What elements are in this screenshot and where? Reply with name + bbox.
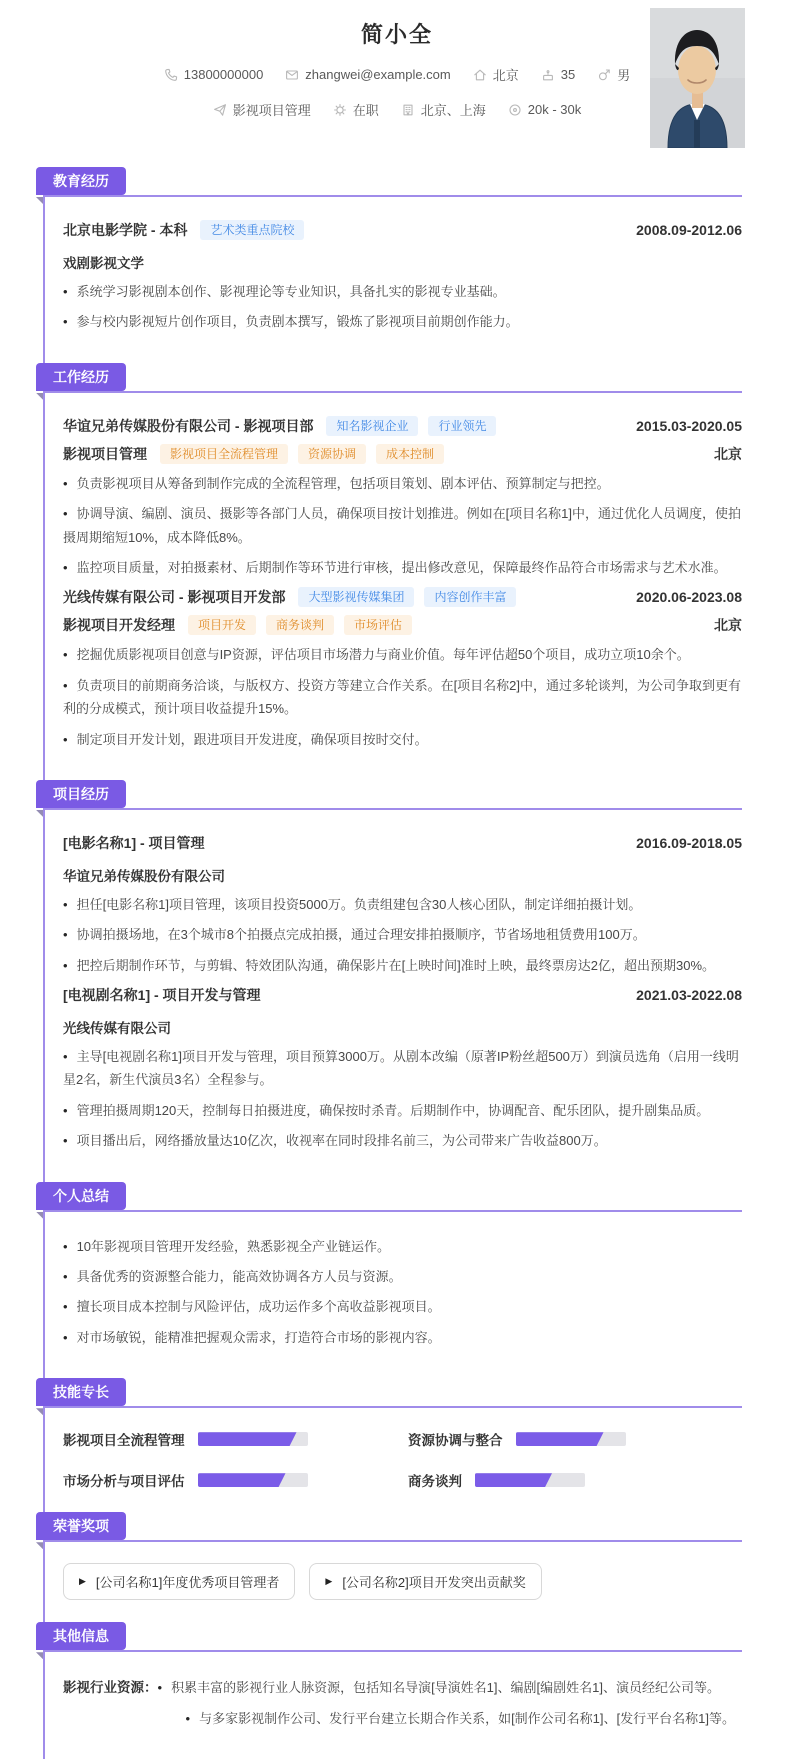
honor-chips <box>63 1563 742 1600</box>
bullet-dot: • <box>63 677 68 693</box>
tag-group <box>200 220 304 240</box>
bullet-text: 积累丰富的影视行业人脉资源，包括知名导演[导演姓名1]、编剧[编剧姓名1]、演员经纪公司等。 <box>171 1680 720 1696</box>
bullet-text: 与多家影视制作公司、发行平台建立长期合作关系，如[制作公司名称1]、[发行平台名称1]等。 <box>199 1710 735 1726</box>
section-summary <box>43 1182 742 1379</box>
bullet-dot: • <box>63 559 68 575</box>
section-honors-body <box>45 1542 742 1622</box>
skill-tag: 影视项目全流程管理 <box>160 444 288 464</box>
bullet-text: 担任[电影名称1]项目管理，该项目投资5000万。负责组建包含30人核心团队，制定详细拍摄计划。 <box>76 896 642 912</box>
company-tag: 内容创作丰富 <box>424 587 516 607</box>
entry-header-row <box>63 587 742 607</box>
entry-location: 北京 <box>714 617 742 634</box>
section-education-header <box>45 167 742 197</box>
bullet-dot: • <box>63 1049 68 1065</box>
entry-header-row <box>63 220 742 240</box>
bullet-text: 协调导演、编剧、演员、摄影等各部门人员，确保项目按计划推进。例如在[项目名称1]中，通过优化人员调度，使拍摄周期缩短10%，成本降低8%。 <box>63 506 742 545</box>
bullet-item <box>186 1707 743 1730</box>
skill-item <box>408 1470 708 1490</box>
bullet-list <box>63 472 742 580</box>
bullet-item <box>63 1265 742 1288</box>
section-projects-header <box>45 780 742 810</box>
tag-group <box>188 615 412 635</box>
school-name: 北京电影学院 - 本科 <box>63 222 188 238</box>
ribbon-fold <box>36 1212 43 1219</box>
section-skills-header <box>45 1378 742 1408</box>
bullet-item <box>63 643 742 666</box>
bullet-item <box>63 1295 742 1318</box>
project-name: [电影名称1] - 项目管理 <box>63 834 205 851</box>
bullet-item <box>63 923 742 946</box>
entry-date: 2015.03-2020.05 <box>636 417 742 434</box>
bullet-dot: • <box>157 1680 163 1696</box>
section-title-honors: 荣誉奖项 <box>36 1512 126 1540</box>
contact-text: 13800000000 <box>183 67 264 82</box>
entry-date: 2016.09-2018.05 <box>636 834 742 851</box>
bullet-item <box>63 674 742 721</box>
section-title-work: 工作经历 <box>36 363 126 391</box>
entry-header-row <box>63 444 742 464</box>
gender-icon <box>597 68 611 82</box>
bullet-dot: • <box>63 896 68 912</box>
bullet-dot: • <box>63 731 68 747</box>
contact-text: 影视项目管理 <box>232 103 311 118</box>
company-tag: 艺术类重点院校 <box>200 220 304 240</box>
bullet-dot: • <box>63 314 68 330</box>
bullet-dot: • <box>63 957 68 973</box>
section-work <box>43 363 742 780</box>
candidate-name: 简小全 <box>360 22 433 47</box>
bullet-item <box>63 1235 742 1258</box>
bullet-text: 负责影视项目从筹备到制作完成的全流程管理，包括项目策划、剧本评估、预算制定与把控。 <box>76 475 610 491</box>
bullet-text: 协调拍摄场地，在3个城市8个拍摄点完成拍摄，通过合理安排拍摄顺序，节省场地租赁费用100万。 <box>76 927 646 943</box>
bullet-text: 项目播出后，网络播放量达10亿次，收视率在同时段排名前三，为公司带来广告收益800万。 <box>76 1133 607 1149</box>
section-honors <box>43 1512 742 1622</box>
bullet-text: 10年影视项目管理开发经验，熟悉影视全产业链运作。 <box>76 1238 391 1254</box>
skill-tag: 项目开发 <box>188 615 256 635</box>
section-title-skills: 技能专长 <box>36 1378 126 1406</box>
bullet-dot: • <box>63 1238 68 1254</box>
status-icon <box>333 103 347 117</box>
company-tag: 大型影视传媒集团 <box>298 587 414 607</box>
sections <box>0 167 794 1759</box>
section-summary-body <box>45 1212 742 1379</box>
bullet-item <box>63 1045 742 1092</box>
skill-label: 市场分析与项目评估 <box>63 1474 185 1490</box>
resume-header <box>0 18 794 119</box>
skill-bar-fill <box>198 1432 297 1446</box>
entry-header-row <box>63 833 742 853</box>
bullet-item <box>63 502 742 549</box>
bullet-text: 擅长项目成本控制与风险评估，成功运作多个高收益影视项目。 <box>76 1299 441 1315</box>
bullet-text: 具备优秀的资源整合能力，能高效协调各方人员与资源。 <box>76 1269 402 1285</box>
section-title-education: 教育经历 <box>36 167 126 195</box>
other-info-row <box>63 1669 742 1737</box>
contact-text: zhangwei@example.com <box>305 67 451 82</box>
bullet-list <box>63 1045 742 1153</box>
skill-label: 资源协调与整合 <box>408 1433 503 1449</box>
contact-item <box>164 67 264 82</box>
home-icon <box>473 68 487 82</box>
bullet-item <box>63 556 742 579</box>
ribbon-fold <box>36 1652 43 1659</box>
contact-text: 北京、上海 <box>420 103 486 118</box>
position-icon <box>213 103 227 117</box>
section-work-body <box>45 393 742 780</box>
other-bullet-list <box>158 1669 743 1737</box>
bullet-item <box>63 310 742 333</box>
section-projects <box>43 780 742 1182</box>
section-other-body <box>45 1652 742 1759</box>
project-name: [电视剧名称1] - 项目开发与管理 <box>63 987 261 1004</box>
skills-grid <box>63 1429 742 1490</box>
bullet-dot: • <box>63 927 68 943</box>
bullet-dot: • <box>63 1102 68 1118</box>
skill-tag: 市场评估 <box>344 615 412 635</box>
ribbon-fold <box>36 1408 43 1415</box>
honor-chip[interactable] <box>63 1563 295 1600</box>
section-work-header <box>45 363 742 393</box>
role-name: 影视项目管理 <box>63 445 147 462</box>
tag-group <box>326 416 496 436</box>
contact-text: 20k - 30k <box>527 102 582 117</box>
skill-bar-fill <box>516 1432 604 1446</box>
bullet-dot: • <box>63 1133 68 1149</box>
salary-icon <box>508 103 522 117</box>
profile-photo <box>650 8 745 148</box>
company-tag: 知名影视企业 <box>326 416 418 436</box>
project-company: 华谊兄弟传媒股份有限公司 <box>63 868 225 884</box>
section-skills-body <box>45 1408 742 1512</box>
bullet-dot: • <box>63 1269 68 1285</box>
bullet-text: 监控项目质量，对拍摄素材、后期制作等环节进行审核，提出修改意见，保障最终作品符合市场需求与艺术水准。 <box>76 559 727 575</box>
role-name: 影视项目开发经理 <box>63 617 175 634</box>
bullet-text: 把控后期制作环节，与剪辑、特效团队沟通，确保影片在[上映时间]准时上映，最终票房达2亿，超出预期30%。 <box>76 957 716 973</box>
bullet-item <box>63 1129 742 1152</box>
section-other-header <box>45 1622 742 1652</box>
bullet-item <box>63 954 742 977</box>
bullet-text: 制定项目开发计划，跟进项目开发进度，确保项目按时交付。 <box>76 731 428 747</box>
bullet-text: 参与校内影视短片创作项目，负责剧本撰写，锻炼了影视项目前期创作能力。 <box>76 314 519 330</box>
section-skills <box>43 1378 742 1512</box>
contact-item <box>597 65 630 84</box>
skill-item <box>63 1470 363 1490</box>
bullet-item <box>158 1676 743 1699</box>
profile-photo-illustration <box>650 8 745 148</box>
ribbon-fold <box>36 197 43 204</box>
ribbon-fold <box>36 1542 43 1549</box>
section-summary-header <box>45 1182 742 1212</box>
contact-item <box>285 67 450 82</box>
honor-text: [公司名称2]项目开发突出贡献奖 <box>342 1575 526 1591</box>
bullet-text: 挖掘优质影视项目创意与IP资源，评估项目市场潜力与商业价值。每年评估超50个项目，成功立项10余个。 <box>76 647 690 663</box>
contact-item <box>508 102 581 117</box>
skill-tag: 商务谈判 <box>266 615 334 635</box>
skill-label: 商务谈判 <box>408 1474 462 1490</box>
entry-date: 2021.03-2022.08 <box>636 987 742 1004</box>
contact-text: 男 <box>617 68 631 83</box>
entry-header-row <box>63 985 742 1005</box>
bullet-list <box>63 280 742 334</box>
bullet-list <box>63 643 742 751</box>
contact-item <box>401 100 486 119</box>
entry-date: 2008.09-2012.06 <box>636 222 742 238</box>
skill-bar-fill <box>198 1473 286 1487</box>
bullet-dot: • <box>63 1329 68 1345</box>
summary-bullet-list <box>63 1235 742 1350</box>
age-icon <box>541 68 555 82</box>
mail-icon <box>285 68 299 82</box>
bullet-text: 负责项目的前期商务洽谈，与版权方、投资方等建立合作关系。在[项目名称2]中，通过多轮谈判，为公司争取到更有利的分成模式，预计项目收益提升15%。 <box>63 677 742 717</box>
entry-header-row <box>63 615 742 635</box>
bullet-dot: • <box>63 647 68 663</box>
honor-chip[interactable] <box>309 1563 541 1600</box>
contact-text: 在职 <box>352 103 379 118</box>
project-company: 光线传媒有限公司 <box>63 1021 171 1037</box>
contact-text: 北京 <box>492 68 519 83</box>
section-title-summary: 个人总结 <box>36 1182 126 1210</box>
bullet-dot: • <box>63 284 68 299</box>
contact-text: 35 <box>560 67 576 82</box>
tag-group <box>160 444 444 464</box>
entry-header-row <box>63 416 742 436</box>
section-education-body <box>45 197 742 363</box>
ribbon-fold <box>36 393 43 400</box>
contact-item <box>541 67 575 82</box>
skill-bar <box>198 1473 308 1487</box>
company-name: 光线传媒有限公司 - 影视项目开发部 <box>63 589 286 606</box>
play-icon: ▶ <box>325 1576 333 1587</box>
play-icon: ▶ <box>79 1576 86 1587</box>
bullet-dot: • <box>63 506 68 522</box>
contact-item <box>333 100 379 119</box>
major-name: 戏剧影视文学 <box>63 256 144 271</box>
bullet-dot: • <box>63 475 68 491</box>
honor-text: [公司名称1]年度优秀项目管理者 <box>95 1575 280 1591</box>
section-other <box>43 1622 742 1759</box>
entry-date: 2020.06-2023.08 <box>636 589 742 606</box>
skill-item <box>408 1429 708 1449</box>
bullet-item <box>63 893 742 916</box>
contact-item <box>473 65 519 84</box>
tag-group <box>298 587 516 607</box>
other-info-label: 影视行业资源： <box>63 1680 158 1696</box>
section-title-other: 其他信息 <box>36 1622 126 1650</box>
ribbon-fold <box>36 810 43 817</box>
entry-location: 北京 <box>714 445 742 462</box>
bullet-item <box>63 1326 742 1349</box>
skill-bar <box>475 1473 585 1487</box>
phone-icon <box>164 68 178 82</box>
bullet-list <box>63 893 742 977</box>
company-tag: 行业领先 <box>428 416 496 436</box>
bullet-text: 主导[电视剧名称1]项目开发与管理，项目预算3000万。从剧本改编（原著IP粉丝超500万）到演员选角（启用一线明星2名，新生代演员3名）全程参与。 <box>63 1049 739 1088</box>
section-honors-header <box>45 1512 742 1542</box>
company-name: 华谊兄弟传媒股份有限公司 - 影视项目部 <box>63 417 314 434</box>
section-projects-body <box>45 810 742 1182</box>
bullet-text: 对市场敏锐，能精准把握观众需求，打造符合市场的影视内容。 <box>76 1329 441 1345</box>
bullet-dot: • <box>185 1710 191 1726</box>
bullet-text: 系统学习影视剧本创作、影视理论等专业知识，具备扎实的影视专业基础。 <box>76 284 506 299</box>
bullet-dot: • <box>63 1299 68 1315</box>
bullet-text: 管理拍摄周期120天，控制每日拍摄进度，确保按时杀青。后期制作中，协调配音、配乐团队，提升剧集品质。 <box>76 1102 710 1118</box>
bullet-item <box>63 472 742 495</box>
skill-tag: 资源协调 <box>298 444 366 464</box>
skill-tag: 成本控制 <box>376 444 444 464</box>
skill-bar <box>516 1432 626 1446</box>
skill-item <box>63 1429 363 1449</box>
skill-bar <box>198 1432 308 1446</box>
bullet-item <box>63 280 742 303</box>
city-icon <box>401 103 415 117</box>
contact-item <box>213 100 311 119</box>
bullet-item <box>63 1099 742 1122</box>
skill-bar-fill <box>475 1473 552 1487</box>
section-title-projects: 项目经历 <box>36 780 126 808</box>
skill-label: 影视项目全流程管理 <box>63 1433 185 1449</box>
section-education <box>43 167 742 363</box>
bullet-item <box>63 728 742 751</box>
